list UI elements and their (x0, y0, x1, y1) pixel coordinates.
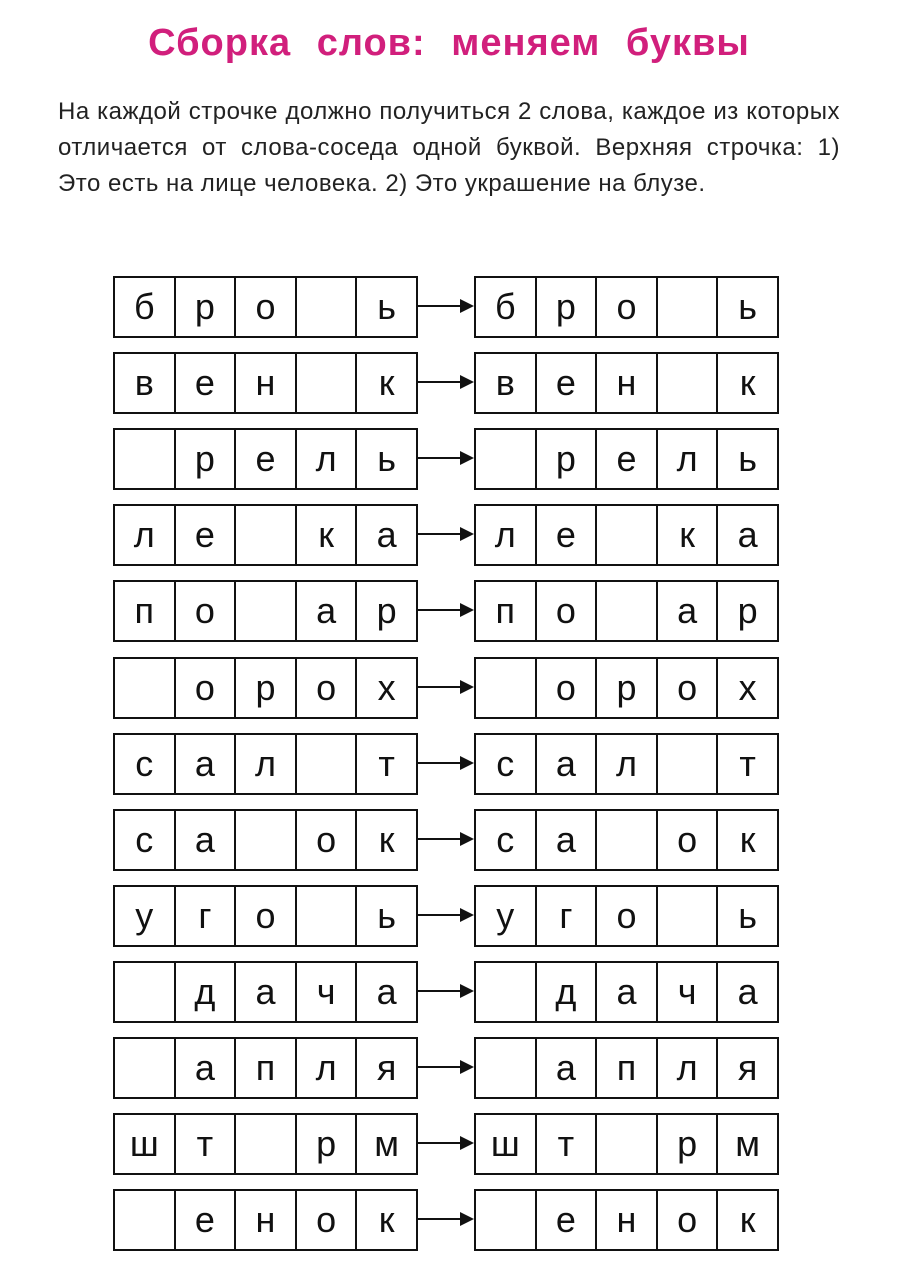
second-word-boxes (474, 809, 779, 871)
letter-box: н (597, 354, 658, 412)
letter-box: р (297, 1115, 358, 1173)
letter-box: п (236, 1039, 297, 1097)
letter-box: в (115, 354, 176, 412)
letter-box: л (476, 506, 537, 564)
second-word-boxes (474, 428, 779, 490)
letter-box: к (658, 506, 719, 564)
empty-letter-box[interactable] (236, 506, 297, 564)
arrow-right-icon (416, 914, 474, 916)
letter-box: к (739, 1199, 756, 1241)
letter-box: р (537, 278, 598, 336)
instructions-text: На каждой строчке должно получиться 2 слова, каждое из которых отличается от слова-соседа одной буквой. Верхняя строчка: 1) Это есть на лице человека. 2) Это украшение на блузе. (58, 98, 840, 197)
empty-letter-box[interactable] (297, 354, 358, 412)
second-word-boxes (474, 1037, 779, 1099)
letter-box: а (737, 514, 758, 556)
letter-box: с (115, 811, 176, 869)
letter-box: а (376, 514, 397, 556)
empty-letter-box[interactable] (115, 963, 176, 1021)
letter-box: р (176, 430, 237, 488)
letter-box: а (236, 963, 297, 1021)
second-word-boxes (474, 352, 779, 414)
arrow-right-icon (416, 609, 474, 611)
word-row (113, 276, 783, 338)
letter-box: т (739, 742, 756, 784)
empty-letter-box[interactable] (476, 1039, 537, 1097)
letter-box: а (297, 582, 358, 640)
letter-box: р (537, 430, 598, 488)
letter-box: т (176, 1115, 237, 1173)
letter-box: х (377, 666, 396, 708)
letter-box: т (378, 742, 395, 784)
letter-box: а (658, 582, 719, 640)
second-word-boxes (474, 885, 779, 947)
letter-box: о (537, 659, 598, 717)
letter-box: а (537, 811, 598, 869)
letter-box: н (597, 1191, 658, 1249)
empty-letter-box[interactable] (297, 887, 358, 945)
letter-box: р (176, 278, 237, 336)
second-word-boxes (474, 276, 779, 338)
letter-box: я (737, 1047, 758, 1088)
first-word-boxes (113, 580, 418, 642)
letter-box: ч (658, 963, 719, 1021)
empty-letter-box[interactable] (597, 582, 658, 640)
letter-box: д (176, 963, 237, 1021)
letter-box: п (115, 582, 176, 640)
letter-box: ь (738, 438, 758, 480)
first-word-boxes (113, 352, 418, 414)
first-word-boxes (113, 1113, 418, 1175)
arrow-right-icon (416, 1218, 474, 1220)
letter-box: о (176, 582, 237, 640)
arrow-right-icon (416, 533, 474, 535)
first-word-boxes (113, 276, 418, 338)
letter-box: о (176, 659, 237, 717)
empty-letter-box[interactable] (476, 430, 537, 488)
letter-box: б (115, 278, 176, 336)
letter-box: р (658, 1115, 719, 1173)
letter-box: е (236, 430, 297, 488)
second-word-boxes (474, 1189, 779, 1251)
second-word-boxes (474, 1113, 779, 1175)
second-word-boxes (474, 733, 779, 795)
word-row (113, 580, 783, 642)
empty-letter-box[interactable] (297, 278, 358, 336)
word-row (113, 428, 783, 490)
first-word-boxes (113, 428, 418, 490)
letter-box: о (597, 278, 658, 336)
second-word-boxes (474, 657, 779, 719)
letter-box: е (597, 430, 658, 488)
letter-box: л (597, 735, 658, 793)
letter-box: п (597, 1039, 658, 1097)
empty-letter-box[interactable] (476, 659, 537, 717)
empty-letter-box[interactable] (115, 1191, 176, 1249)
letter-box: ь (377, 286, 397, 327)
letter-box: л (236, 735, 297, 793)
first-word-boxes (113, 1037, 418, 1099)
empty-letter-box[interactable] (597, 811, 658, 869)
word-row (113, 961, 783, 1023)
letter-box: л (658, 430, 719, 488)
letter-box: л (658, 1039, 719, 1097)
letter-box: р (737, 590, 758, 632)
empty-letter-box[interactable] (658, 735, 719, 793)
letter-box: л (115, 506, 176, 564)
letter-box: е (537, 506, 598, 564)
arrow-right-icon (416, 762, 474, 764)
arrow-right-icon (416, 990, 474, 992)
letter-box: а (537, 1039, 598, 1097)
letter-box: ь (738, 286, 758, 327)
letter-box: е (176, 354, 237, 412)
first-word-boxes (113, 657, 418, 719)
first-word-boxes (113, 809, 418, 871)
arrow-right-icon (416, 1066, 474, 1068)
letter-box: е (176, 506, 237, 564)
arrow-right-icon (416, 838, 474, 840)
letter-box: ш (476, 1115, 537, 1173)
empty-letter-box[interactable] (236, 1115, 297, 1173)
letter-box: т (537, 1115, 598, 1173)
letter-box: а (737, 970, 758, 1012)
word-row (113, 809, 783, 871)
letter-box: а (176, 811, 237, 869)
empty-letter-box[interactable] (115, 430, 176, 488)
letter-box: а (176, 1039, 237, 1097)
letter-box: о (597, 887, 658, 945)
letter-box: о (236, 887, 297, 945)
letter-box: е (176, 1191, 237, 1249)
word-row (113, 1189, 783, 1251)
first-word-boxes (113, 885, 418, 947)
letter-box: б (476, 278, 537, 336)
arrow-right-icon (416, 305, 474, 307)
empty-letter-box[interactable] (236, 811, 297, 869)
letter-box: ь (377, 438, 397, 480)
letter-box: у (476, 887, 537, 945)
letter-box: ч (297, 963, 358, 1021)
letter-box: к (378, 362, 395, 404)
second-word-boxes (474, 504, 779, 566)
letter-box: о (297, 811, 358, 869)
letter-box: р (236, 659, 297, 717)
letter-box: к (378, 818, 395, 860)
letter-box: е (537, 354, 598, 412)
empty-letter-box[interactable] (658, 354, 719, 412)
empty-letter-box[interactable] (236, 582, 297, 640)
letter-box: р (376, 590, 397, 632)
empty-letter-box[interactable] (476, 1191, 537, 1249)
letter-box: о (537, 582, 598, 640)
empty-letter-box[interactable] (597, 1115, 658, 1173)
letter-box: к (739, 362, 756, 404)
letter-box: к (739, 818, 756, 860)
letter-box: в (476, 354, 537, 412)
letter-box: д (537, 963, 598, 1021)
letter-box: о (658, 659, 719, 717)
empty-letter-box[interactable] (476, 963, 537, 1021)
letter-box: а (376, 970, 397, 1012)
empty-letter-box[interactable] (597, 506, 658, 564)
word-row (113, 657, 783, 719)
first-word-boxes (113, 961, 418, 1023)
letter-box: а (537, 735, 598, 793)
letter-box: н (236, 354, 297, 412)
word-row (113, 504, 783, 566)
first-word-boxes (113, 733, 418, 795)
letter-box: о (658, 1191, 719, 1249)
letter-box: к (378, 1199, 395, 1241)
word-row (113, 1037, 783, 1099)
word-row (113, 733, 783, 795)
empty-letter-box[interactable] (658, 278, 719, 336)
word-row (113, 352, 783, 414)
letter-box: о (297, 1191, 358, 1249)
letter-box: е (537, 1191, 598, 1249)
letter-box: с (476, 735, 537, 793)
letter-box: а (176, 735, 237, 793)
letter-box: к (297, 506, 358, 564)
word-row (113, 885, 783, 947)
letter-box: я (376, 1047, 397, 1088)
arrow-right-icon (416, 457, 474, 459)
letter-box: ь (738, 894, 758, 936)
letter-box: а (597, 963, 658, 1021)
worksheet-title: Сборка слов: меняем буквы (148, 22, 750, 64)
letter-box: ь (377, 894, 397, 936)
letter-box: о (297, 659, 358, 717)
letter-box: ш (115, 1115, 176, 1173)
letter-box: м (735, 1123, 761, 1165)
letter-box: с (476, 811, 537, 869)
second-word-boxes (474, 580, 779, 642)
letter-box: х (738, 666, 757, 708)
empty-letter-box[interactable] (115, 659, 176, 717)
second-word-boxes (474, 961, 779, 1023)
letter-box: о (236, 278, 297, 336)
empty-letter-box[interactable] (658, 887, 719, 945)
letter-box: н (236, 1191, 297, 1249)
word-row (113, 1113, 783, 1175)
letter-box: г (537, 887, 598, 945)
empty-letter-box[interactable] (115, 1039, 176, 1097)
letter-box: м (374, 1123, 400, 1165)
letter-box: л (297, 1039, 358, 1097)
arrow-right-icon (416, 1142, 474, 1144)
letter-box: л (297, 430, 358, 488)
empty-letter-box[interactable] (297, 735, 358, 793)
letter-box: п (476, 582, 537, 640)
letter-box: р (597, 659, 658, 717)
letter-box: о (658, 811, 719, 869)
letter-box: с (115, 735, 176, 793)
letter-box: г (176, 887, 237, 945)
arrow-right-icon (416, 686, 474, 688)
first-word-boxes (113, 504, 418, 566)
first-word-boxes (113, 1189, 418, 1251)
arrow-right-icon (416, 381, 474, 383)
letter-box: у (115, 887, 176, 945)
